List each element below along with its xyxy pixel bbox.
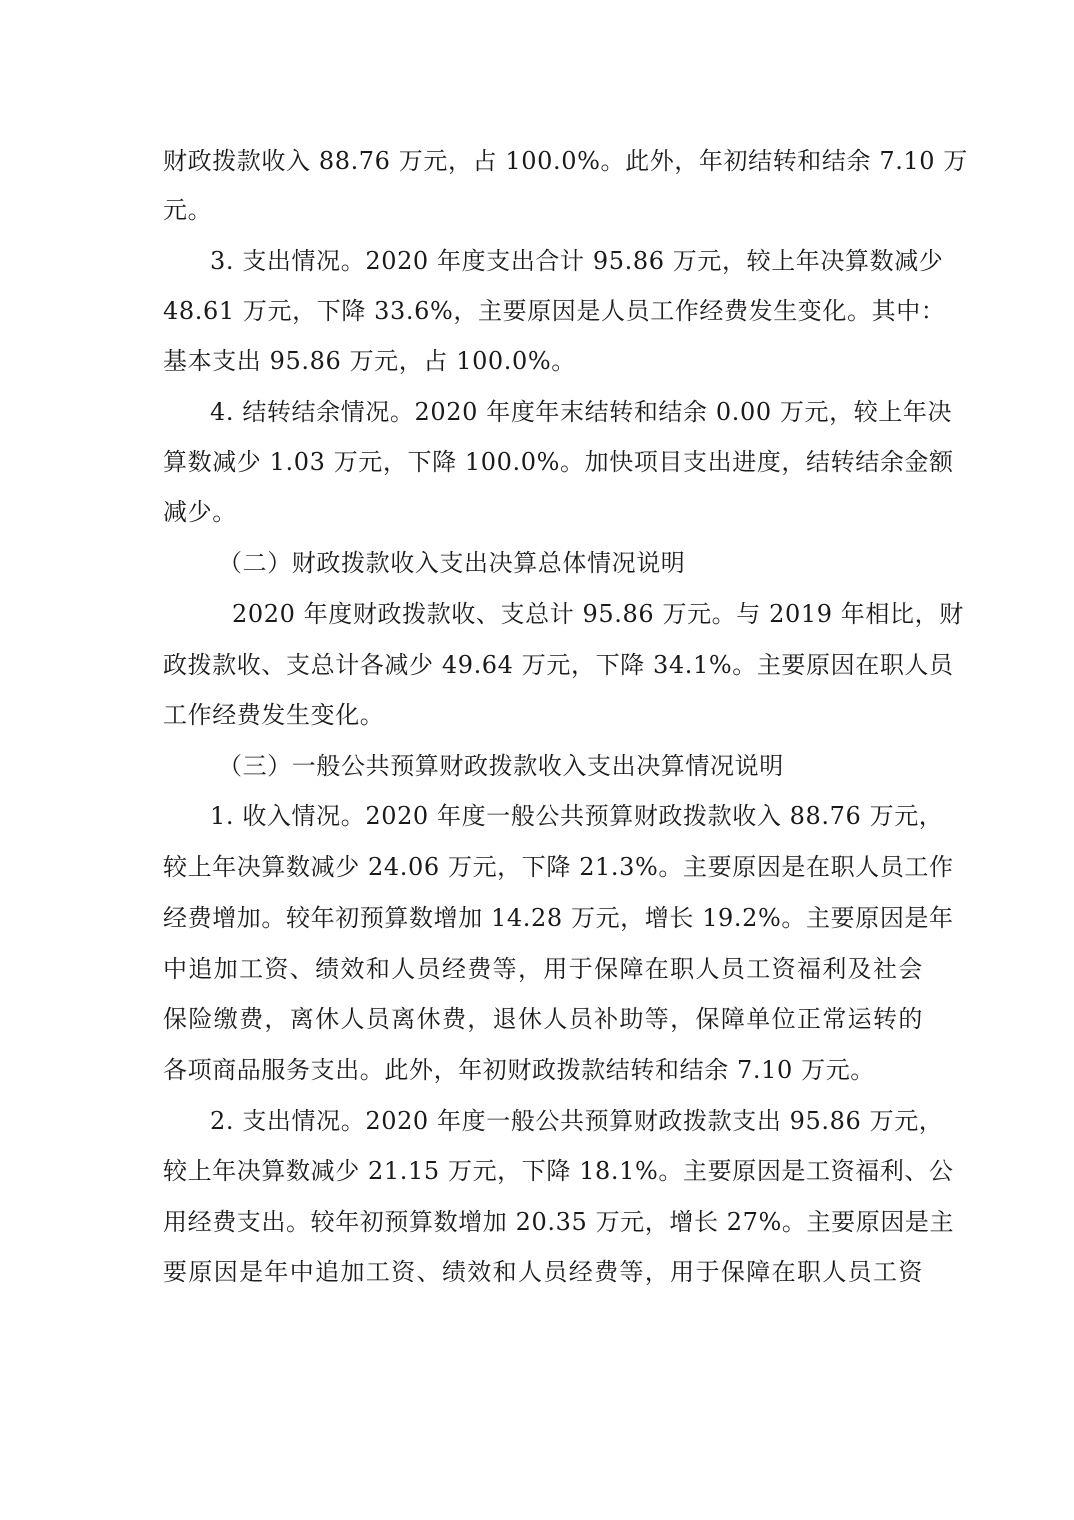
text-line: 48.61 万元，下降 33.6%，主要原因是人员工作经费发生变化。其中： bbox=[163, 297, 946, 325]
text-line: 2. 支出情况。2020 年度一般公共预算财政拨款支出 95.86 万元， bbox=[210, 1107, 944, 1135]
text-line: 2020 年度财政拨款收、支总计 95.86 万元。与 2019 年相比，财 bbox=[232, 600, 964, 628]
text-line: 基本支出 95.86 万元，占 100.0%。 bbox=[163, 347, 576, 375]
text-line: 工作经费发生变化。 bbox=[163, 701, 385, 729]
section-heading: （二）财政拨款收入支出决算总体情况说明 bbox=[218, 549, 686, 577]
text-line: 3. 支出情况。2020 年度支出合计 95.86 万元，较上年决算数减少 bbox=[210, 247, 944, 275]
text-line: 4. 结转结余情况。2020 年度年末结转和结余 0.00 万元，较上年决 bbox=[210, 398, 953, 426]
text-line: 较上年决算数减少 24.06 万元，下降 21.3%。主要原因是在职人员工作 bbox=[163, 853, 954, 881]
text-line: 用经费支出。较年初预算数增加 20.35 万元，增长 27%。主要原因是主 bbox=[163, 1208, 955, 1236]
text-line: 中追加工资、绩效和人员经费等，用于保障在职人员工资福利及社会 bbox=[163, 955, 923, 983]
text-line: 政拨款收、支总计各减少 49.64 万元，下降 34.1%。主要原因在职人员 bbox=[163, 651, 954, 679]
text-line: 元。 bbox=[163, 196, 213, 224]
text-line: 要原因是年中追加工资、绩效和人员经费等，用于保障在职人员工资 bbox=[163, 1258, 923, 1286]
text-line: 算数减少 1.03 万元，下降 100.0%。加快项目支出进度，结转结余金额 bbox=[163, 448, 954, 476]
text-line: 保险缴费，离休人员离休费，退休人员补助等，保障单位正常运转的 bbox=[163, 1005, 923, 1033]
text-line: 减少。 bbox=[163, 498, 237, 526]
text-line: 财政拨款收入 88.76 万元，占 100.0%。此外，年初结转和结余 7.10 万 bbox=[163, 147, 968, 175]
text-line: 经费增加。较年初预算数增加 14.28 万元，增长 19.2%。主要原因是年 bbox=[163, 904, 954, 932]
text-line: 1. 收入情况。2020 年度一般公共预算财政拨款收入 88.76 万元， bbox=[210, 802, 944, 830]
section-heading: （三）一般公共预算财政拨款收入支出决算情况说明 bbox=[218, 752, 784, 780]
text-line: 较上年决算数减少 21.15 万元，下降 18.1%。主要原因是工资福利、公 bbox=[163, 1157, 954, 1185]
text-line: 各项商品服务支出。此外，年初财政拨款结转和结余 7.10 万元。 bbox=[163, 1056, 875, 1084]
